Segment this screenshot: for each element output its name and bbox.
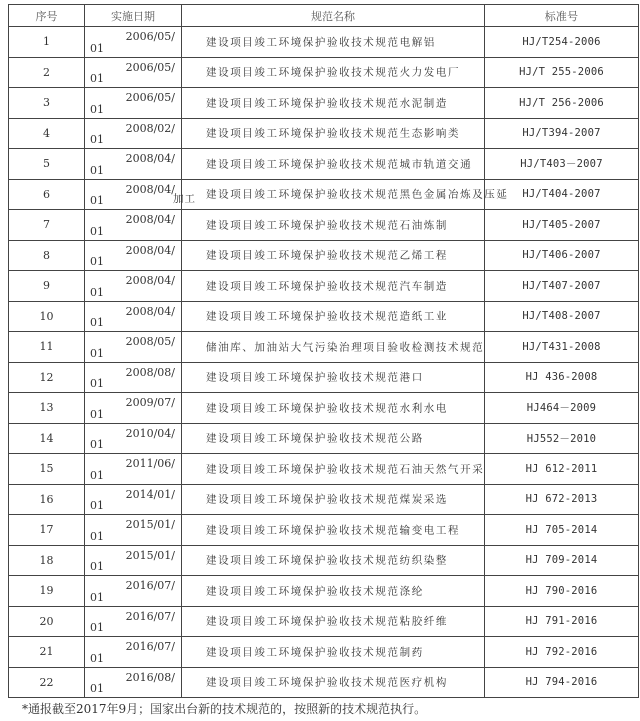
table-row (9, 637, 639, 668)
row-no: 7 (9, 210, 85, 241)
row-no: 11 (9, 332, 85, 363)
row-no: 17 (9, 515, 85, 546)
row-date: 2008/08/ (125, 365, 175, 379)
row-name-cell (182, 149, 485, 180)
row-date-cell (85, 606, 182, 637)
row-date-cell (85, 149, 182, 180)
row-date: 2008/04/ (125, 182, 175, 196)
row-date-day: 01 (90, 133, 104, 146)
row-date-day: 01 (90, 377, 104, 390)
row-date-cell (85, 393, 182, 424)
row-name-cell (182, 210, 485, 241)
row-date-day: 01 (90, 468, 104, 482)
table-row (9, 454, 639, 485)
row-code: HJ/T403－2007 (485, 149, 639, 180)
row-date-cell (85, 271, 182, 302)
row-name: 建设项目竣工环境保护验收技术规范输变电工程 (206, 524, 461, 537)
row-date-day: 01 (90, 224, 104, 238)
row-date-day: 01 (90, 163, 104, 177)
row-name: 建设项目竣工环境保护验收技术规范煤炭采选 (206, 493, 448, 506)
row-name-cell (182, 362, 485, 393)
row-date: 2016/07/ (125, 640, 175, 653)
row-name-continued: 加工 (173, 193, 196, 205)
row-date: 2016/08/ (125, 670, 175, 684)
row-no: 10 (9, 301, 85, 332)
header-date: 实施日期 (85, 5, 182, 27)
header-name: 规范名称 (182, 5, 485, 27)
row-date-day: 01 (90, 438, 104, 451)
row-date-cell (85, 545, 182, 576)
row-date-cell (85, 484, 182, 515)
row-code: HJ/T 255-2006 (485, 57, 639, 88)
row-date: 2008/04/ (125, 304, 175, 318)
row-name: 建设项目竣工环境保护验收技术规范水利水电 (206, 402, 448, 415)
row-no: 4 (9, 118, 85, 149)
row-name: 建设项目竣工环境保护验收技术规范造纸工业 (206, 310, 448, 323)
row-date: 2009/07/ (125, 396, 175, 409)
row-name: 建设项目竣工环境保护验收技术规范石油天然气开采 (206, 463, 485, 476)
row-date: 2010/04/ (125, 426, 175, 440)
row-date-day: 01 (90, 590, 104, 604)
row-name-cell (182, 637, 485, 668)
row-name-cell (182, 515, 485, 546)
table-row (9, 240, 639, 271)
table-row (9, 606, 639, 637)
row-code: HJ/T394-2007 (485, 118, 639, 149)
row-name: 建设项目竣工环境保护验收技术规范制药 (206, 646, 424, 659)
row-code: HJ/T 256-2006 (485, 88, 639, 119)
header-code: 标准号 (485, 5, 639, 27)
table-row (9, 393, 639, 424)
row-name-cell (173, 179, 509, 210)
row-code: HJ 705-2014 (485, 515, 639, 546)
row-date: 2008/05/ (125, 335, 175, 348)
row-date: 2008/02/ (125, 121, 175, 135)
table-body (9, 27, 639, 698)
row-name: 建设项目竣工环境保护验收技术规范粘胶纤维 (206, 615, 448, 628)
row-name-cell (182, 301, 485, 332)
row-name: 建设项目竣工环境保护验收技术规范医疗机构 (206, 676, 448, 689)
row-name-cell (182, 454, 485, 485)
row-name: 建设项目竣工环境保护验收技术规范纺织染整 (206, 554, 448, 567)
row-date-cell (85, 240, 182, 271)
row-name: 储油库、加油站大气污染治理项目验收检测技术规范 (206, 341, 485, 354)
row-date-day: 01 (90, 102, 104, 116)
row-name-cell (182, 332, 485, 363)
row-date: 2006/05/ (125, 91, 175, 104)
row-code: HJ464－2009 (485, 393, 639, 424)
row-date-cell (85, 179, 182, 210)
header-no: 序号 (9, 5, 85, 27)
row-no: 2 (9, 57, 85, 88)
row-date: 2015/01/ (125, 548, 175, 562)
table-row (9, 332, 639, 363)
row-name-cell (182, 423, 485, 454)
row-date-day: 01 (90, 529, 104, 543)
table-row (9, 301, 639, 332)
row-code: HJ/T405-2007 (485, 210, 639, 241)
row-name-cell (182, 118, 485, 149)
row-name-cell (182, 576, 485, 607)
row-date: 2016/07/ (125, 579, 175, 592)
row-name-cell (182, 393, 485, 424)
row-date-cell (85, 667, 182, 698)
row-code: HJ/T254-2006 (485, 27, 639, 58)
row-date-day: 01 (90, 621, 104, 634)
row-date-cell (85, 27, 182, 58)
row-date: 2008/04/ (125, 152, 175, 165)
row-code: HJ 709-2014 (485, 545, 639, 576)
table-row (9, 57, 639, 88)
table-row (9, 576, 639, 607)
row-date-cell (85, 454, 182, 485)
row-date-cell (85, 210, 182, 241)
row-date-day: 01 (90, 41, 104, 55)
row-date-day: 01 (90, 194, 104, 207)
row-date-cell (85, 118, 182, 149)
row-date-day: 01 (90, 316, 104, 329)
row-code: HJ552－2010 (485, 423, 639, 454)
table-row (9, 27, 639, 58)
row-code: HJ 790-2016 (485, 576, 639, 607)
row-no: 19 (9, 576, 85, 607)
row-code: HJ/T431-2008 (485, 332, 639, 363)
table-row (9, 667, 639, 698)
row-name-cell (182, 606, 485, 637)
row-no: 15 (9, 454, 85, 485)
row-code: HJ 794-2016 (485, 667, 639, 698)
row-name-cell (182, 57, 485, 88)
table-header-row (9, 5, 639, 27)
row-date-day: 01 (90, 682, 104, 695)
row-code: HJ 792-2016 (485, 637, 639, 668)
table-row (9, 362, 639, 393)
row-name-cell (182, 271, 485, 302)
row-date: 2008/04/ (125, 274, 175, 287)
row-no: 6 (9, 179, 85, 210)
row-date-day: 01 (90, 255, 104, 268)
row-no: 13 (9, 393, 85, 424)
row-no: 18 (9, 545, 85, 576)
table-row (9, 515, 639, 546)
row-code: HJ/T407-2007 (485, 271, 639, 302)
row-date-day: 01 (90, 407, 104, 421)
table-row (9, 88, 639, 119)
row-date-cell (85, 576, 182, 607)
row-date-cell (85, 515, 182, 546)
row-date: 2014/01/ (125, 487, 175, 501)
row-name: 建设项目竣工环境保护验收技术规范涤纶 (206, 585, 424, 598)
row-name-cell (182, 545, 485, 576)
row-code: HJ 791-2016 (485, 606, 639, 637)
row-no: 12 (9, 362, 85, 393)
row-date: 2016/07/ (125, 609, 175, 623)
row-name-cell (182, 667, 485, 698)
row-no: 1 (9, 27, 85, 58)
row-date-cell (85, 423, 182, 454)
row-name-cell (182, 240, 485, 271)
row-name-cell (182, 88, 485, 119)
row-date: 2015/01/ (125, 518, 175, 531)
row-code: HJ 672-2013 (485, 484, 639, 515)
row-date-cell (85, 301, 182, 332)
table-row (9, 149, 639, 180)
table-row (9, 271, 639, 302)
row-date: 2008/04/ (125, 243, 175, 257)
row-date-cell (85, 637, 182, 668)
row-name: 建设项目竣工环境保护验收技术规范石油炼制 (206, 219, 448, 232)
row-date-day: 01 (90, 285, 104, 299)
row-date: 2006/05/ (125, 30, 175, 43)
row-date-cell (85, 88, 182, 119)
row-date-day: 01 (90, 346, 104, 360)
row-name: 建设项目竣工环境保护验收技术规范生态影响类 (206, 127, 461, 140)
table-row (9, 545, 639, 576)
row-code: HJ/T408-2007 (485, 301, 639, 332)
row-code: HJ 612-2011 (485, 454, 639, 485)
row-name-cell (182, 484, 485, 515)
row-name: 建设项目竣工环境保护验收技术规范水泥制造 (206, 97, 448, 110)
row-no: 21 (9, 637, 85, 668)
row-no: 14 (9, 423, 85, 454)
row-date-cell (85, 57, 182, 88)
table-row (9, 210, 639, 241)
row-name: 建设项目竣工环境保护验收技术规范黑色金属冶炼及压延 (206, 188, 509, 201)
row-no: 9 (9, 271, 85, 302)
row-date-cell (85, 332, 182, 363)
row-date-day: 01 (90, 499, 104, 512)
table-row (9, 484, 639, 515)
row-name: 建设项目竣工环境保护验收技术规范汽车制造 (206, 280, 448, 293)
row-code: HJ 436-2008 (485, 362, 639, 393)
row-name: 建设项目竣工环境保护验收技术规范火力发电厂 (206, 66, 461, 79)
row-no: 5 (9, 149, 85, 180)
row-date-cell (85, 362, 182, 393)
row-no: 22 (9, 667, 85, 698)
row-code: HJ/T406-2007 (485, 240, 639, 271)
row-date-day: 01 (90, 72, 104, 85)
row-name: 建设项目竣工环境保护验收技术规范乙烯工程 (206, 249, 448, 262)
table-row (9, 179, 639, 210)
row-name-cell (182, 27, 485, 58)
row-no: 16 (9, 484, 85, 515)
footnote: *通报截至2017年9月；国家出台新的技术规范的，按照新的技术规范执行。 (22, 702, 427, 716)
row-date-day: 01 (90, 651, 104, 665)
row-code: HJ/T404-2007 (485, 179, 639, 210)
row-date: 2011/06/ (125, 457, 175, 470)
row-date-day: 01 (90, 560, 104, 573)
standards-table (8, 4, 639, 698)
table-row (9, 118, 639, 149)
row-no: 20 (9, 606, 85, 637)
row-name: 建设项目竣工环境保护验收技术规范公路 (206, 432, 424, 445)
row-no: 8 (9, 240, 85, 271)
row-name: 建设项目竣工环境保护验收技术规范电解铝 (206, 36, 436, 49)
row-no: 3 (9, 88, 85, 119)
row-date: 2006/05/ (125, 60, 175, 74)
row-name: 建设项目竣工环境保护验收技术规范港口 (206, 371, 424, 384)
table-row (9, 423, 639, 454)
row-name: 建设项目竣工环境保护验收技术规范城市轨道交通 (206, 158, 473, 171)
row-date: 2008/04/ (125, 213, 175, 226)
